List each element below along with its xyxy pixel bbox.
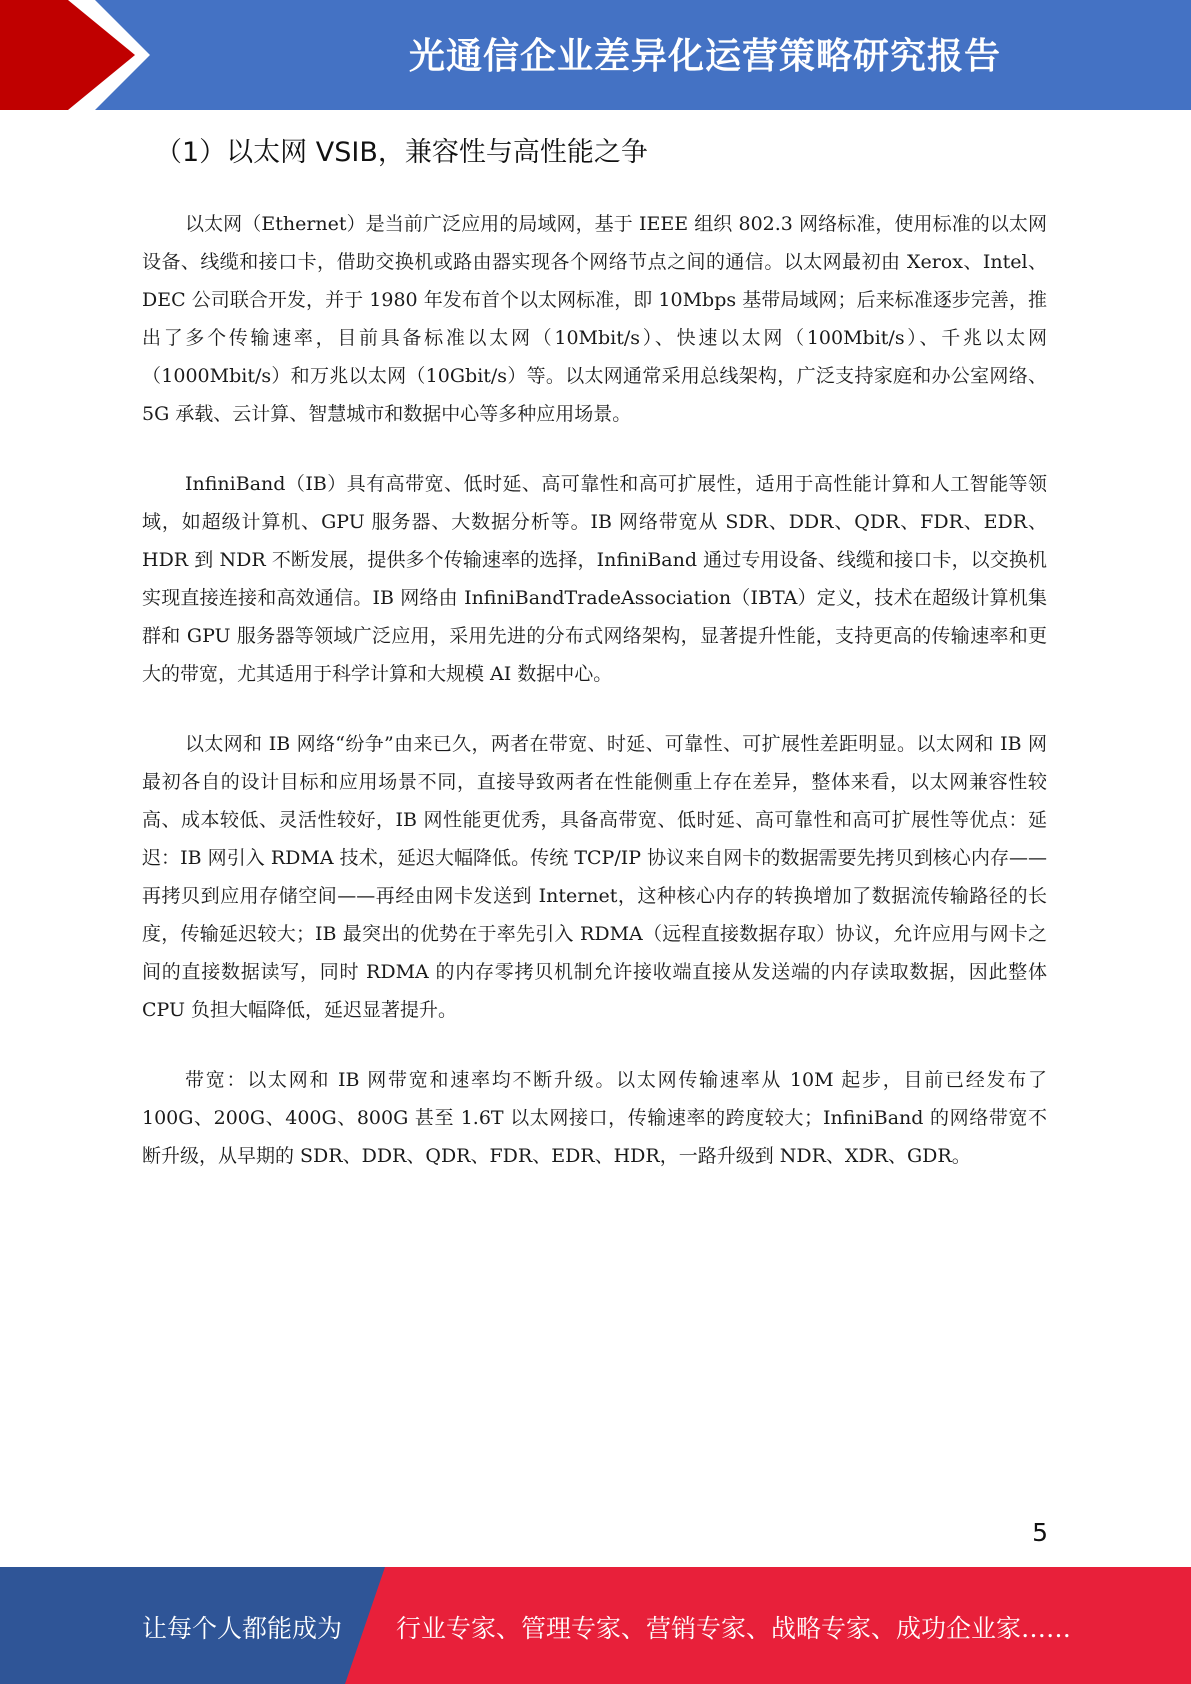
report-title: 光通信企业差异化运营策略研究报告 — [408, 36, 1001, 77]
header-banner — [0, 0, 1191, 110]
footer-slogan-right: 行业专家、管理专家、营销专家、战略专家、成功企业家…… — [396, 1614, 1072, 1643]
footer-banner — [0, 1567, 1191, 1684]
paragraph-bandwidth: 带宽：以太网和 IB 网带宽和速率均不断升级。以太网传输速率从 10M 起步，目前已经发布了 100G、200G、400G、800G 甚至 1.6T 以太网接口，传输速率的跨度较大；InfiniBand 的网络带宽不断升级，从早期的 SDR、DDR、QDR、FDR、EDR、HDR，一路升级到 NDR、XDR、GDR。 — [142, 1069, 1047, 1167]
paragraph-ethernet: 以太网（Ethernet）是当前广泛应用的局域网，基于 IEEE 组织 802.3 网络标准，使用标准的以太网设备、线缆和接口卡，借助交换机或路由器实现各个网络节点之间的通信。以太网最初由 Xerox、Intel、DEC 公司联合开发，并于 1980 年发布首个以太网标准，即 10Mbps 基带局域网；后来标准逐步完善，推出了多个传输速率，目前具备标准以太网（10Mbit/s）、快速以太网（100Mbit/s）、千兆以太网（1000Mbit/s）和万兆以太网（10Gbit/s）等。以太网通常采用总线架构，广泛支持家庭和办公室网络、5G 承载、云计算、智慧城市和数据中心等多种应用场景。 — [142, 213, 1047, 425]
body-text — [142, 205, 1047, 1207]
page-number: 5 — [1032, 1518, 1048, 1547]
footer-slogan-left: 让每个人都能成为 — [142, 1614, 343, 1643]
section-heading: （1）以太网 VSIB，兼容性与高性能之争 — [155, 137, 648, 168]
paragraph-infiniband: InfiniBand（IB）具有高带宽、低时延、高可靠性和高可扩展性，适用于高性能计算和人工智能等领域，如超级计算机、GPU 服务器、大数据分析等。IB 网络带宽从 SDR、DDR、QDR、FDR、EDR、HDR 到 NDR 不断发展，提供多个传输速率的选择，InfiniBand 通过专用设备、线缆和接口卡，以交换机实现直接连接和高效通信。IB 网络由 InfiniBandTradeAssociation（IBTA）定义，技术在超级计算机集群和 GPU 服务器等领域广泛应用，采用先进的分布式网络架构，显著提升性能，支持更高的传输速率和更大的带宽，尤其适用于科学计算和大规模 AI 数据中心。 — [142, 473, 1047, 685]
paragraph-comparison: 以太网和 IB 网络“纷争”由来已久，两者在带宽、时延、可靠性、可扩展性差距明显。以太网和 IB 网最初各自的设计目标和应用场景不同，直接导致两者在性能侧重上存在差异，整体来看，以太网兼容性较高、成本较低、灵活性较好，IB 网性能更优秀，具备高带宽、低时延、高可靠性和高可扩展性等优点：延迟：IB 网引入 RDMA 技术，延迟大幅降低。传统 TCP/IP 协议来自网卡的数据需要先拷贝到核心内存——再拷贝到应用存储空间——再经由网卡发送到 Internet，这种核心内存的转换增加了数据流传输路径的长度，传输延迟较大；IB 最突出的优势在于率先引入 RDMA（远程直接数据存取）协议，允许应用与网卡之间的直接数据读写，同时 RDMA 的内存零拷贝机制允许接收端直接从发送端的内存读取数据，因此整体 CPU 负担大幅降低，延迟显著提升。 — [142, 733, 1047, 1021]
